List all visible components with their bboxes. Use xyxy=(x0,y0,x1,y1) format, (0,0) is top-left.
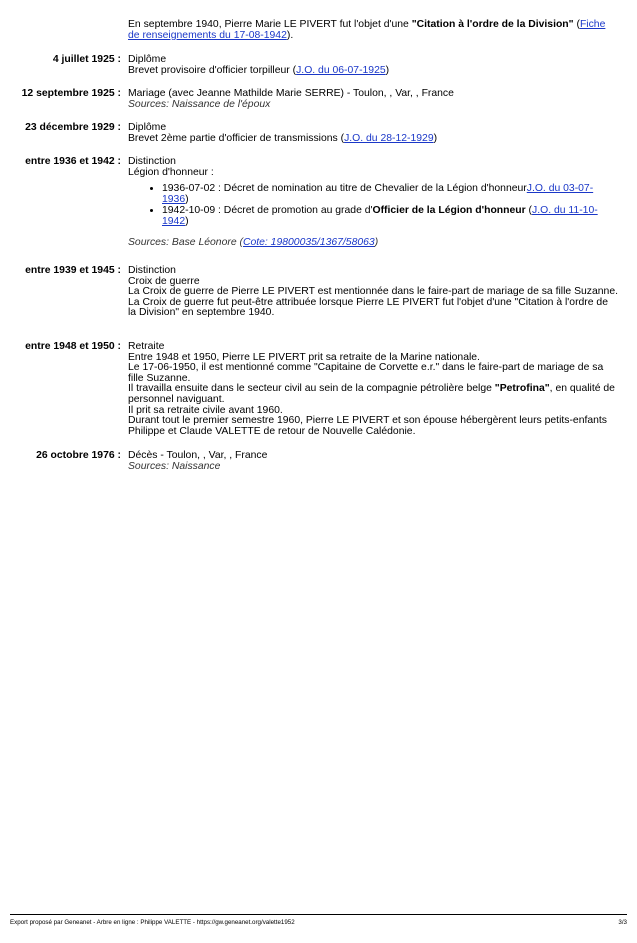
event-text-end: ) xyxy=(433,132,438,144)
event-source: Sources: Naissance xyxy=(128,460,221,472)
intro-end: ). xyxy=(286,29,294,41)
event-body xyxy=(128,89,618,110)
event-text: La Croix de guerre de Pierre LE PIVERT est mentionnée dans le faire-part de mariage de sa fille Suzanne. xyxy=(128,286,618,298)
intro-body xyxy=(128,20,618,41)
event-date: 23 décembre 1929 : xyxy=(25,122,121,133)
event-text-end: ) xyxy=(385,64,390,76)
event-date: entre 1939 et 1945 : xyxy=(25,265,121,276)
event-text: Durant tout le premier semestre 1960, Pierre LE PIVERT et son épouse hébergèrent leurs petits-enfants Philippe et Claude VALETTE de retour de Nouvelle Calédonie. xyxy=(128,415,607,437)
event-text-a: Brevet provisoire d'officier torpilleur ( xyxy=(128,64,297,76)
source-end: ) xyxy=(374,236,379,248)
jo-link-1925[interactable]: J.O. du 06-07-1925 xyxy=(296,64,386,76)
event-date: 26 octobre 1976 : xyxy=(36,450,121,461)
event-body xyxy=(128,342,618,437)
event-body xyxy=(128,451,618,472)
decree-list xyxy=(128,184,618,227)
event-title: Retraite xyxy=(128,341,165,352)
event-source xyxy=(128,238,618,249)
event-text xyxy=(128,384,618,405)
event-title: Mariage (avec Jeanne Mathilde Marie SERRE) - Toulon, , Var, , France xyxy=(128,88,454,99)
decree-grade: Officier de la Légion d'honneur xyxy=(372,205,526,217)
jo-link-1929[interactable]: J.O. du 28-12-1929 xyxy=(344,132,434,144)
event-text: Entre 1948 et 1950, Pierre LE PIVERT prit sa retraite de la Marine nationale. xyxy=(128,351,480,363)
event-text-a: Brevet 2ème partie d'officier de transmissions ( xyxy=(128,132,345,144)
footer-export-text: Export proposé par Geneanet - Arbre en ligne : Philippe VALETTE - https://gw.geneanet.org/valette1952 xyxy=(10,919,295,926)
event-text xyxy=(128,134,618,145)
jo-link-1936[interactable]: J.O. du 03-07-1936 xyxy=(162,183,594,205)
fiche-link[interactable]: Fiche de renseignements du 17-08-1942 xyxy=(128,19,606,41)
intro-paren: ( xyxy=(573,19,580,30)
decree-end: ) xyxy=(185,193,189,205)
page-number: 3/3 xyxy=(618,919,627,926)
decree-text: 1942-10-09 : Décret de promotion au grade d' xyxy=(162,205,373,217)
decree-end: ) xyxy=(185,215,189,227)
intro-citation: "Citation à l'ordre de la Division" xyxy=(411,19,574,30)
event-date: 12 septembre 1925 : xyxy=(21,88,121,99)
event-date: entre 1936 et 1942 : xyxy=(25,156,121,167)
company-name: "Petrofina" xyxy=(494,383,550,395)
event-text-a: Il travailla ensuite dans le secteur civil au sein de la compagnie pétrolière belge xyxy=(128,383,495,395)
event-title: Décès - Toulon, , Var, , France xyxy=(128,450,268,461)
event-text: Le 17-06-1950, il est mentionné comme "Capitaine de Corvette e.r." dans le faire-part de mariage de sa fille Suzanne. xyxy=(128,362,604,384)
event-text: Il prit sa retraite civile avant 1960. xyxy=(128,404,283,416)
event-date: entre 1948 et 1950 : xyxy=(25,341,121,352)
event-body xyxy=(128,123,618,144)
event-title: Diplôme xyxy=(128,122,167,133)
page-footer xyxy=(10,914,627,926)
event-text: La Croix de guerre fut peut-être attribuée lorsque Pierre LE PIVERT fut l'objet d'une "Citation à l'ordre de la Division" en septembre 1940. xyxy=(128,296,608,319)
decree-text: 1936-07-02 : Décret de nomination au titre de Chevalier de la Légion d'honneur xyxy=(162,183,527,195)
source-text: Sources: Base Léonore ( xyxy=(128,236,243,248)
event-text-c: , en qualité de personnel naviguant. xyxy=(128,383,615,405)
list-item xyxy=(162,206,618,227)
list-item xyxy=(162,184,618,205)
jo-link-1942[interactable]: J.O. du 11-10-1942 xyxy=(162,205,598,227)
event-text xyxy=(128,66,618,77)
cote-link[interactable]: Cote: 19800035/1367/58063 xyxy=(242,236,375,248)
event-source: Sources: Naissance de l'époux xyxy=(128,98,271,110)
event-subtitle: Légion d'honneur : xyxy=(128,166,214,178)
intro-paragraph xyxy=(128,20,618,41)
intro-text: En septembre 1940, Pierre Marie LE PIVERT fut l'objet d'une xyxy=(128,19,412,30)
event-subtitle: Croix de guerre xyxy=(128,275,200,287)
event-title: Distinction xyxy=(128,265,176,276)
event-body xyxy=(128,157,618,248)
decree-paren: ( xyxy=(525,205,533,217)
event-title: Diplôme xyxy=(128,54,167,65)
event-title: Distinction xyxy=(128,156,176,167)
event-body xyxy=(128,266,618,319)
event-body xyxy=(128,55,618,76)
event-date: 4 juillet 1925 : xyxy=(52,54,121,65)
